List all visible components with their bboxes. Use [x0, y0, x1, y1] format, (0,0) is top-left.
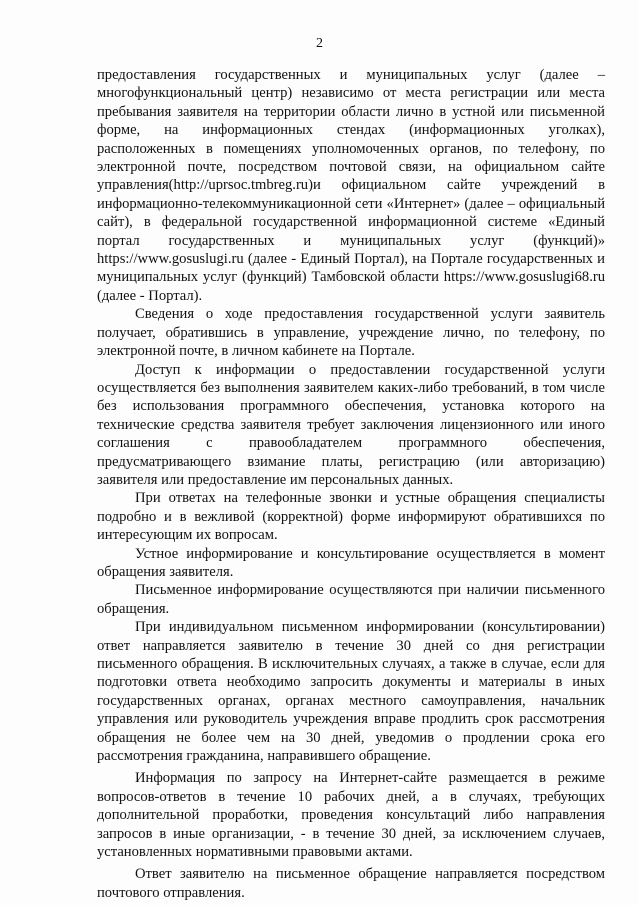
- paragraph-phone-answers: При ответах на телефонные звонки и устные обращения специалисты подробно и в вежливой (корректной) форме информируют обратившихся по интересующим их вопросам.: [97, 490, 605, 544]
- paragraph-postal-answer: Ответ заявителю на письменное обращение направляется посредством почтового отправления.: [97, 866, 605, 901]
- paragraph-written-info: Письменное информирование осуществляются при наличии письменного обращения.: [97, 582, 605, 617]
- paragraph-continued: предоставления государственных и муниципальных услуг (далее – многофункциональный центр) независимо от места регистрации или места пребывания заявителя на территории области лично в устной или письменной форме, на информационных стендах (информационных уголках), расположенных в помещениях уполномоченных органов, по телефону, по электронной почте, посредством почтовой связи, на официальном сайте управления(http://uprsoc.tmbreg.ru)и официальном сайте учреждений в информационно-телекоммуникационной сети «Интернет» (далее – официальный сайт), в федеральной государственной информационной системе «Единый портал государственных и муниципальных услуг (функций)» https://www.gosuslugi.ru (далее - Единый Портал), на Портале государственных и муниципальных услуг (функций) Тамбовской области https://www.gosuslugi68.ru (далее - Портал).: [97, 67, 605, 304]
- paragraph-oral-info: Устное информирование и консультирование осуществляется в момент обращения заявителя.: [97, 545, 605, 580]
- paragraph-internet-requests: Информация по запросу на Интернет-сайте размещается в режиме вопросов-ответов в течение 10 рабочих дней, а в случаях, требующих дополнительной проработки, проведения консультаций либо направления запросов в иные организации, - в течение 30 дней, за исключением случаев, установленных нормативными правовыми актами.: [97, 770, 605, 861]
- paragraph-status-info: Сведения о ходе предоставления государственной услуги заявитель получает, обратившись в управление, учреждение лично, по телефону, по электронной почте, в личном кабинете на Портале.: [97, 306, 605, 360]
- document-body: [97, 66, 605, 902]
- page-number: 2: [316, 36, 323, 51]
- paragraph-access-info: Доступ к информации о предоставлении государственной услуги осуществляется без выполнения заявителем каких-либо требований, в том числе без использования программного обеспечения, установка которого на технические средства заявителя требует заключения лицензионного или иного соглашения с правообладателем программного обеспечения, предусматривающего взимание платы, регистрацию (или авторизацию) заявителя или предоставление им персональных данных.: [97, 361, 605, 488]
- paragraph-individual-written: При индивидуальном письменном информировании (консультировании) ответ направляется заявителю в течение 30 дней со дня регистрации письменного обращения. В исключительных случаях, а также в случае, если для подготовки ответа необходимо запросить документы и материалы в иных государственных органах, органах местного самоуправления, начальник управления или руководитель учреждения вправе продлить срок рассмотрения обращения не более чем на 30 дней, уведомив о продлении срока его рассмотрения гражданина, направившего обращение.: [97, 619, 605, 765]
